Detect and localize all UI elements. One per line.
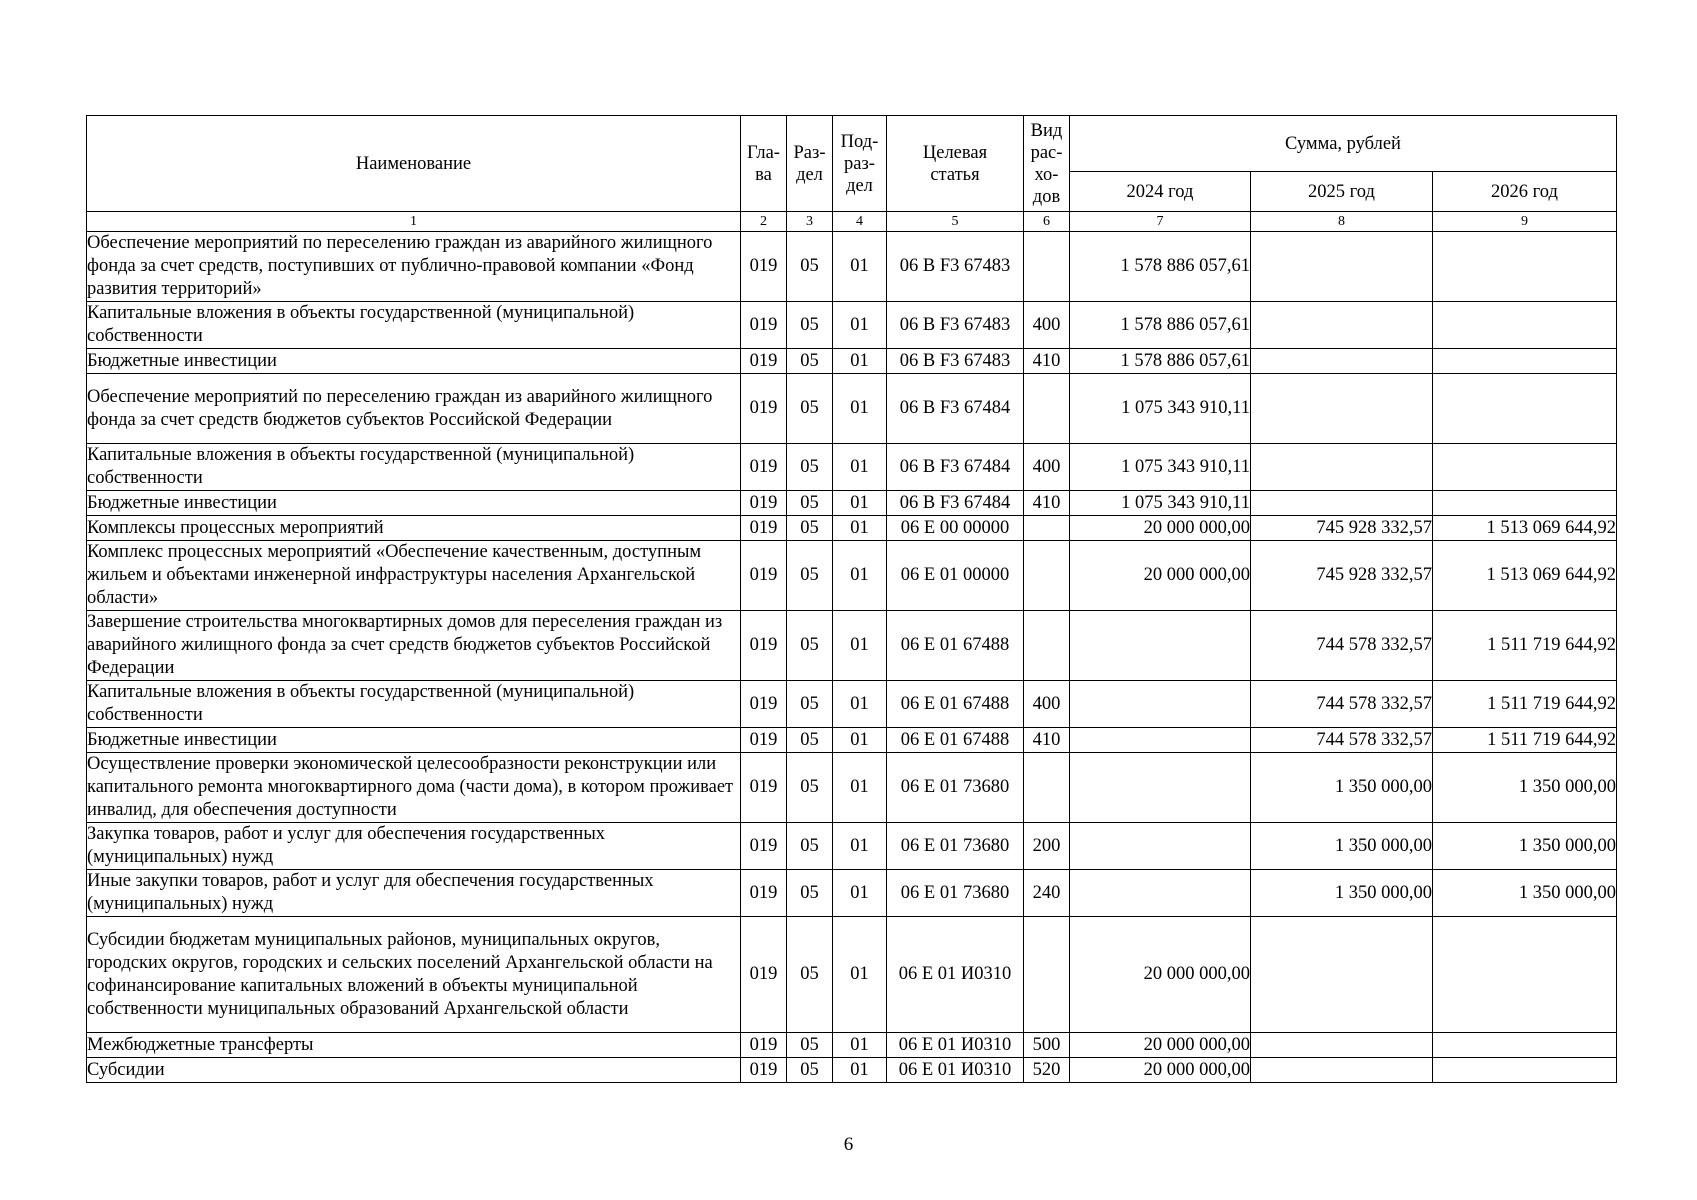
expense-type-cell	[1024, 374, 1070, 444]
expense-type-cell: 410	[1024, 491, 1070, 516]
amount-2026-cell: 1 350 000,00	[1433, 753, 1617, 823]
section-cell: 05	[787, 374, 833, 444]
subsection-cell: 01	[833, 753, 887, 823]
amount-2024-cell	[1070, 870, 1251, 917]
section-cell: 05	[787, 728, 833, 753]
target-cell: 06 Е 01 73680	[887, 823, 1024, 870]
chapter-cell: 019	[741, 516, 787, 541]
amount-2025-cell: 1 350 000,00	[1251, 753, 1433, 823]
expense-type-cell	[1024, 611, 1070, 681]
amount-2025-cell	[1251, 349, 1433, 374]
amount-2024-cell: 1 075 343 910,11	[1070, 444, 1251, 491]
amount-2024-cell: 20 000 000,00	[1070, 541, 1251, 611]
amount-2025-cell: 744 578 332,57	[1251, 611, 1433, 681]
amount-2026-cell: 1 511 719 644,92	[1433, 681, 1617, 728]
target-cell: 06 Е 01 67488	[887, 728, 1024, 753]
expense-type-cell: 240	[1024, 870, 1070, 917]
header-year-2024: 2024 год	[1070, 172, 1251, 212]
target-cell: 06 Е 01 И0310	[887, 1033, 1024, 1058]
amount-2026-cell: 1 350 000,00	[1433, 823, 1617, 870]
column-number: 8	[1251, 212, 1433, 232]
table-row	[87, 823, 1617, 870]
column-number: 7	[1070, 212, 1251, 232]
subsection-cell: 01	[833, 823, 887, 870]
row-name: Субсидии бюджетам муниципальных районов, муниципальных округов, городских округов, городских и сельских поселений Архангельской области на софинансирование капитальных вложений в объекты муниципальной собственности муниципальных образований Архангельской области	[87, 917, 741, 1033]
chapter-cell: 019	[741, 541, 787, 611]
table-row	[87, 374, 1617, 444]
subsection-cell: 01	[833, 516, 887, 541]
section-cell: 05	[787, 516, 833, 541]
section-cell: 05	[787, 1033, 833, 1058]
target-cell: 06 Е 00 00000	[887, 516, 1024, 541]
target-cell: 06 В F3 67484	[887, 374, 1024, 444]
table-row	[87, 302, 1617, 349]
amount-2025-cell	[1251, 444, 1433, 491]
budget-table	[86, 115, 1617, 1083]
header-expense-type: Вид рас- хо- дов	[1024, 116, 1070, 212]
amount-2026-cell	[1433, 349, 1617, 374]
row-name: Комплексы процессных мероприятий	[87, 516, 741, 541]
section-cell: 05	[787, 823, 833, 870]
section-cell: 05	[787, 349, 833, 374]
target-cell: 06 В F3 67484	[887, 444, 1024, 491]
chapter-cell: 019	[741, 823, 787, 870]
chapter-cell: 019	[741, 1058, 787, 1083]
chapter-cell: 019	[741, 374, 787, 444]
amount-2026-cell	[1433, 374, 1617, 444]
section-cell: 05	[787, 1058, 833, 1083]
amount-2026-cell: 1 511 719 644,92	[1433, 728, 1617, 753]
amount-2025-cell: 1 350 000,00	[1251, 823, 1433, 870]
header-sum: Сумма, рублей	[1070, 116, 1617, 172]
expense-type-cell	[1024, 541, 1070, 611]
amount-2025-cell	[1251, 302, 1433, 349]
amount-2026-cell	[1433, 1033, 1617, 1058]
expense-type-cell: 500	[1024, 1033, 1070, 1058]
expense-type-cell: 520	[1024, 1058, 1070, 1083]
amount-2026-cell	[1433, 491, 1617, 516]
expense-type-cell	[1024, 516, 1070, 541]
section-cell: 05	[787, 917, 833, 1033]
section-cell: 05	[787, 232, 833, 302]
row-name: Бюджетные инвестиции	[87, 349, 741, 374]
amount-2024-cell: 1 578 886 057,61	[1070, 302, 1251, 349]
amount-2025-cell	[1251, 374, 1433, 444]
expense-type-cell: 400	[1024, 681, 1070, 728]
amount-2025-cell	[1251, 491, 1433, 516]
chapter-cell: 019	[741, 232, 787, 302]
amount-2025-cell	[1251, 232, 1433, 302]
row-name: Иные закупки товаров, работ и услуг для обеспечения государственных (муниципальных) нужд	[87, 870, 741, 917]
table-row	[87, 1033, 1617, 1058]
row-name: Бюджетные инвестиции	[87, 728, 741, 753]
subsection-cell: 01	[833, 232, 887, 302]
amount-2024-cell: 1 075 343 910,11	[1070, 491, 1251, 516]
subsection-cell: 01	[833, 1058, 887, 1083]
subsection-cell: 01	[833, 611, 887, 681]
amount-2025-cell: 745 928 332,57	[1251, 541, 1433, 611]
amount-2025-cell: 744 578 332,57	[1251, 728, 1433, 753]
subsection-cell: 01	[833, 541, 887, 611]
section-cell: 05	[787, 541, 833, 611]
row-name: Завершение строительства многоквартирных домов для переселения граждан из аварийного жилищного фонда за счет средств бюджетов субъектов Российской Федерации	[87, 611, 741, 681]
table-row	[87, 349, 1617, 374]
table-row	[87, 681, 1617, 728]
subsection-cell: 01	[833, 728, 887, 753]
subsection-cell: 01	[833, 374, 887, 444]
table-row	[87, 444, 1617, 491]
target-cell: 06 Е 01 73680	[887, 753, 1024, 823]
chapter-cell: 019	[741, 917, 787, 1033]
section-cell: 05	[787, 753, 833, 823]
row-name: Обеспечение мероприятий по переселению граждан из аварийного жилищного фонда за счет средств бюджетов субъектов Российской Федерации	[87, 374, 741, 444]
target-cell: 06 Е 01 73680	[887, 870, 1024, 917]
header-subsection: Под- раз- дел	[833, 116, 887, 212]
amount-2024-cell: 20 000 000,00	[1070, 917, 1251, 1033]
target-cell: 06 Е 01 67488	[887, 681, 1024, 728]
section-cell: 05	[787, 302, 833, 349]
chapter-cell: 019	[741, 681, 787, 728]
expense-type-cell: 410	[1024, 728, 1070, 753]
column-number: 2	[741, 212, 787, 232]
section-cell: 05	[787, 491, 833, 516]
page-number: 6	[843, 1134, 854, 1155]
table-row	[87, 611, 1617, 681]
expense-type-cell	[1024, 232, 1070, 302]
amount-2024-cell: 1 578 886 057,61	[1070, 232, 1251, 302]
amount-2024-cell	[1070, 823, 1251, 870]
row-name: Капитальные вложения в объекты государственной (муниципальной) собственности	[87, 302, 741, 349]
amount-2026-cell	[1433, 302, 1617, 349]
amount-2025-cell: 1 350 000,00	[1251, 870, 1433, 917]
column-number: 6	[1024, 212, 1070, 232]
subsection-cell: 01	[833, 681, 887, 728]
amount-2026-cell	[1433, 917, 1617, 1033]
target-cell: 06 В F3 67483	[887, 302, 1024, 349]
chapter-cell: 019	[741, 444, 787, 491]
target-cell: 06 Е 01 67488	[887, 611, 1024, 681]
subsection-cell: 01	[833, 349, 887, 374]
target-cell: 06 Е 01 И0310	[887, 1058, 1024, 1083]
row-name: Бюджетные инвестиции	[87, 491, 741, 516]
amount-2026-cell	[1433, 444, 1617, 491]
subsection-cell: 01	[833, 917, 887, 1033]
amount-2025-cell: 744 578 332,57	[1251, 681, 1433, 728]
amount-2024-cell: 1 578 886 057,61	[1070, 349, 1251, 374]
header-year-2025: 2025 год	[1251, 172, 1433, 212]
table-row	[87, 870, 1617, 917]
section-cell: 05	[787, 611, 833, 681]
amount-2025-cell	[1251, 1058, 1433, 1083]
row-name: Обеспечение мероприятий по переселению граждан из аварийного жилищного фонда за счет средств, поступивших от публично-правовой компании «Фонд развития территорий»	[87, 232, 741, 302]
amount-2024-cell	[1070, 753, 1251, 823]
amount-2026-cell	[1433, 232, 1617, 302]
expense-type-cell	[1024, 753, 1070, 823]
table-row	[87, 541, 1617, 611]
expense-type-cell: 410	[1024, 349, 1070, 374]
row-name: Комплекс процессных мероприятий «Обеспечение качественным, доступным жильем и объектами инженерной инфраструктуры населения Архангельской области»	[87, 541, 741, 611]
amount-2026-cell: 1 513 069 644,92	[1433, 516, 1617, 541]
amount-2024-cell: 20 000 000,00	[1070, 1033, 1251, 1058]
row-name: Капитальные вложения в объекты государственной (муниципальной) собственности	[87, 681, 741, 728]
chapter-cell: 019	[741, 870, 787, 917]
table-row	[87, 1058, 1617, 1083]
chapter-cell: 019	[741, 1033, 787, 1058]
column-number: 5	[887, 212, 1024, 232]
expense-type-cell: 400	[1024, 444, 1070, 491]
subsection-cell: 01	[833, 491, 887, 516]
amount-2024-cell	[1070, 728, 1251, 753]
row-name: Осуществление проверки экономической целесообразности реконструкции или капитального ремонта многоквартирного дома (части дома), в котором проживает инвалид, для обеспечения доступности	[87, 753, 741, 823]
amount-2025-cell	[1251, 1033, 1433, 1058]
row-name: Субсидии	[87, 1058, 741, 1083]
amount-2024-cell: 1 075 343 910,11	[1070, 374, 1251, 444]
table-row	[87, 917, 1617, 1033]
table-header	[87, 116, 1617, 212]
table-row	[87, 753, 1617, 823]
section-cell: 05	[787, 444, 833, 491]
table-row	[87, 516, 1617, 541]
chapter-cell: 019	[741, 491, 787, 516]
section-cell: 05	[787, 681, 833, 728]
chapter-cell: 019	[741, 728, 787, 753]
column-number: 3	[787, 212, 833, 232]
amount-2026-cell: 1 350 000,00	[1433, 870, 1617, 917]
amount-2024-cell	[1070, 611, 1251, 681]
subsection-cell: 01	[833, 302, 887, 349]
header-name: Наименование	[87, 116, 741, 212]
table-row	[87, 491, 1617, 516]
target-cell: 06 В F3 67484	[887, 491, 1024, 516]
chapter-cell: 019	[741, 753, 787, 823]
amount-2025-cell	[1251, 917, 1433, 1033]
column-number: 1	[87, 212, 741, 232]
column-number-row	[87, 212, 1617, 232]
amount-2026-cell	[1433, 1058, 1617, 1083]
amount-2024-cell: 20 000 000,00	[1070, 1058, 1251, 1083]
chapter-cell: 019	[741, 349, 787, 374]
column-number: 9	[1433, 212, 1617, 232]
expense-type-cell: 200	[1024, 823, 1070, 870]
target-cell: 06 Е 01 И0310	[887, 917, 1024, 1033]
table-body	[87, 212, 1617, 1083]
amount-2024-cell	[1070, 681, 1251, 728]
amount-2026-cell: 1 511 719 644,92	[1433, 611, 1617, 681]
header-section: Раз- дел	[787, 116, 833, 212]
amount-2025-cell: 745 928 332,57	[1251, 516, 1433, 541]
target-cell: 06 В F3 67483	[887, 349, 1024, 374]
chapter-cell: 019	[741, 611, 787, 681]
subsection-cell: 01	[833, 444, 887, 491]
expense-type-cell: 400	[1024, 302, 1070, 349]
header-year-2026: 2026 год	[1433, 172, 1617, 212]
subsection-cell: 01	[833, 1033, 887, 1058]
column-number: 4	[833, 212, 887, 232]
target-cell: 06 Е 01 00000	[887, 541, 1024, 611]
chapter-cell: 019	[741, 302, 787, 349]
table-row	[87, 728, 1617, 753]
row-name: Закупка товаров, работ и услуг для обеспечения государственных (муниципальных) нужд	[87, 823, 741, 870]
table-row	[87, 232, 1617, 302]
row-name: Межбюджетные трансферты	[87, 1033, 741, 1058]
target-cell: 06 В F3 67483	[887, 232, 1024, 302]
header-target: Целевая статья	[887, 116, 1024, 212]
amount-2026-cell: 1 513 069 644,92	[1433, 541, 1617, 611]
section-cell: 05	[787, 870, 833, 917]
subsection-cell: 01	[833, 870, 887, 917]
expense-type-cell	[1024, 917, 1070, 1033]
amount-2024-cell: 20 000 000,00	[1070, 516, 1251, 541]
header-chapter: Гла- ва	[741, 116, 787, 212]
row-name: Капитальные вложения в объекты государственной (муниципальной) собственности	[87, 444, 741, 491]
